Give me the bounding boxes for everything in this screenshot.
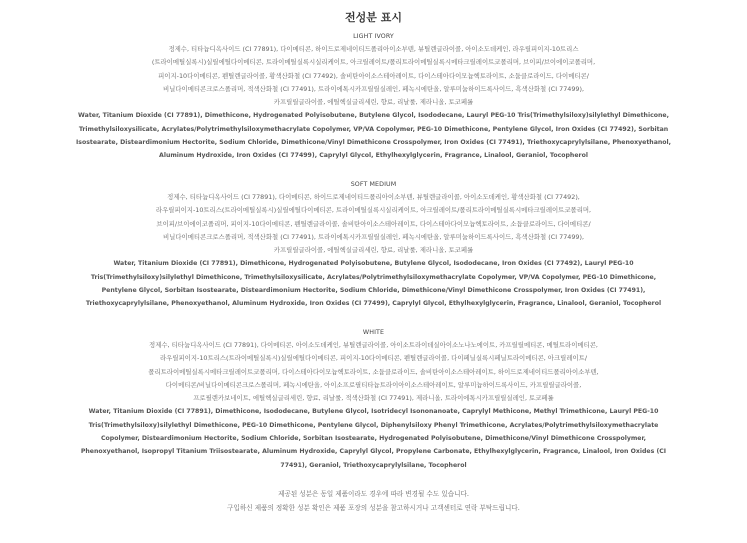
shade-name: LIGHT IVORY	[353, 33, 394, 40]
korean-line: 라우릴피이지-10트리스(트라이메틸실록시)실릴에틸다이메티콘, 트라이메틸실록시실리케이트, 아크릴레이트/폴리트라이메틸실록시메타크릴레이트코폴리머,	[155, 206, 592, 215]
korean-line: 라우릴피이지-10트리스(트라이메틸실록시)실릴에틸다이메티콘, 피이지-10다이메티콘, 펜틸렌글라이콜, 다이페닐실록시페닐트라이메티콘, 아크릴레이트/	[159, 354, 587, 363]
disclaimer-notes	[0, 487, 747, 515]
korean-line: 정제수, 티타늄디옥사이드 (CI 77891), 다이메티콘, 하이드로제네이티드폴리아이소부텐, 뷰틸렌글라이콜, 아이소도데케인, 라우릴피이지-10트리스	[168, 45, 579, 53]
shade-name: WHITE	[362, 329, 385, 336]
korean-line: 피이지-10다이메티콘, 펜틸렌글라이콜, 황색산화철 (CI 77492), 솔비탄아이소스테아레이트, 다이스테아다이모늄헥토라이트, 소듐클로라이드, 다이메티콘/	[158, 71, 589, 80]
korean-line: 프로필렌카보네이트, 에틸헥실글리세린, 향료, 리날룰, 적색산화철 (CI 77491), 제라니올, 트라이에톡시카프릴릴실레인, 토코페롤	[193, 394, 554, 403]
english-ingredients	[70, 109, 677, 162]
disclaimer-line: 구입하신 제품의 정확한 성분 확인은 제품 포장의 성분을 참고하시거나 고객센터로 연락 부탁드립니다.	[227, 504, 520, 512]
korean-line: 비닐다이메티콘크로스폴리머, 적색산화철 (CI 77491), 트라이에톡시카프릴릴실레인, 페녹시에탄올, 알루미늄하이드록사이드, 흑색산화철 (CI 77499),	[163, 84, 584, 93]
korean-ingredients	[70, 191, 677, 257]
korean-line: 폴리트라이메틸실록시메타크릴레이트코폴리머, 다이스테아다이모늄헥토라이트, 소듐클로라이드, 솔비탄아이소스테아레이트, 하이드로제네이티드폴리아이소부텐,	[148, 367, 599, 376]
shade-section-light-ivory	[70, 30, 677, 163]
korean-ingredients	[70, 43, 677, 109]
english-line: Phenoxyethanol, Isopropyl Titanium Triisostearate, Aluminum Hydroxide, Caprylyl Glycol, Propylene Carbonate, Ethylhexylglycerin, Fragrance, Linalool, Iron Oxides (CI	[80, 448, 667, 456]
english-ingredients	[70, 405, 677, 471]
page-title: 전성분 표시	[345, 11, 402, 24]
english-line: Copolymer, Disteardimonium Hectorite, Sodium Chloride, Sorbitan Isostearate, Hydrogenated Polyisobutene, Dimethicone/Vinyl Dimethicone Crosspolymer,	[100, 435, 646, 443]
korean-line: 카프릴릴글라이콜, 에틸헥실글리세린, 향료, 리날룰, 제라니올, 토코페롤	[273, 98, 474, 107]
korean-ingredients	[70, 339, 677, 405]
disclaimer-line: 제공된 성분은 동일 제품이라도 경우에 따라 변경될 수도 있습니다.	[278, 490, 469, 498]
korean-line: 정제수, 티타늄디옥사이드 (CI 77891), 다이메티콘, 하이드로제네이티드폴리아이소부텐, 뷰틸렌글라이콜, 아이소도데케인, 황색산화철 (CI 77492),	[167, 193, 580, 201]
korean-line: 정제수, 티타늄디옥사이드 (CI 77891), 다이메티콘, 아이소도데케인, 뷰틸렌글라이콜, 아이소트라이데실아이소노나노에이트, 카프릴릴메티콘, 메틸트라이메티콘,	[149, 341, 598, 349]
shade-section-white	[70, 326, 677, 472]
english-line: Tris(Trimethylsiloxy)silylethyl Dimethicone, PEG-10 Dimethicone, Pentylene Glycol, Diphenylsiloxy Phenyl Trimethicone, Acrylates/Polytrimethylsiloxymethacrylate	[88, 421, 659, 429]
english-line: Water, Titanium Dioxide (CI 77891), Dimethicone, Isododecane, Butylene Glycol, Isotridecyl Isononanoate, Caprylyl Methicone, Methyl Trimethicone, Lauryl PEG-10	[88, 408, 659, 416]
english-line: 77491), Geraniol, Triethoxycaprylylsilane, Tocopherol	[280, 461, 467, 469]
english-line: Triethoxycaprylylsilane, Phenoxyethanol, Aluminum Hydroxide, Iron Oxides (CI 77499), Caprylyl Glycol, Ethylhexylglycerin, Fragrance, Linalool, Geraniol, Tocopherol	[85, 300, 662, 308]
korean-line: 카프릴릴글라이콜, 에틸헥실글리세린, 향료, 리날룰, 제라니올, 토코페롤	[273, 246, 474, 255]
korean-line: 다이메티콘/비닐다이메티콘크로스폴리머, 페녹시에탄올, 아이소프로필티타늄트라이아이소스테아레이트, 알루미늄하이드록사이드, 카프릴릴글라이콜,	[165, 380, 582, 389]
korean-line: (트라이메틸실록시)실릴에틸다이메티콘, 트라이메틸실록시실리케이트, 아크릴레이트/폴리트라이메틸실록시메타크릴레이트코폴리머, 브이피/브이에이코폴리머,	[151, 58, 596, 67]
english-line: Water, Titanium Dioxide (CI 77891), Dimethicone, Hydrogenated Polyisobutene, Butylene Glycol, Isododecane, Lauryl PEG-10 Tris(Trimethylsiloxy)silylethyl Dimethicone,	[78, 112, 669, 120]
shade-name: SOFT MEDIUM	[350, 181, 397, 188]
english-line: Isostearate, Disteardimonium Hectorite, Sodium Chloride, Dimethicone/Vinyl Dimethicone Crosspolymer, Iron Oxides (CI 77491), Triethoxycaprylylsilane, Phenoxyethanol,	[75, 139, 672, 147]
korean-line: 비닐다이메티콘크로스폴리머, 적색산화철 (CI 77491), 트라이에톡시카프릴릴실레인, 페녹시에탄올, 알루미늄하이드록사이드, 흑색산화철 (CI 77499),	[163, 232, 584, 241]
korean-line: 브이피/브이에이코폴리머, 피이지-10다이메티콘, 펜틸렌글라이콜, 솔비탄아이소스테아레이트, 다이스테아다이모늄헥토라이트, 소듐클로라이드, 다이메티콘/	[156, 219, 591, 228]
english-line: Aluminum Hydroxide, Iron Oxides (CI 77499), Caprylyl Glycol, Ethylhexylglycerin, Fragrance, Linalool, Geraniol, Tocopherol	[159, 152, 588, 160]
english-line: Water, Titanium Dioxide (CI 77891), Dimethicone, Hydrogenated Polyisobutene, Butylene Glycol, Isododecane, Iron Oxides (CI 77492), Lauryl PEG-10	[113, 260, 634, 268]
english-line: Trimethylsiloxysilicate, Acrylates/Polytrimethylsiloxymethacrylate Copolymer, VP/VA Copolymer, PEG-10 Dimethicone, Pentylene Glycol, Iron Oxides (CI 77492), Sorbitan	[78, 125, 669, 133]
shade-section-soft-medium	[70, 178, 677, 311]
english-line: Tris(Trimethylsiloxy)silylethyl Dimethicone, Trimethylsiloxysilicate, Acrylates/Polytrimethylsiloxymethacrylate Copolymer, VP/VA Copolymer, PEG-10 Dimethicone,	[90, 273, 657, 281]
english-line: Pentylene Glycol, Sorbitan Isostearate, Disteardimonium Hectorite, Sodium Chloride, Dimethicone/Vinyl Dimethicone Crosspolymer, Iron Oxides (CI 77491),	[101, 287, 646, 295]
english-ingredients	[70, 257, 677, 310]
